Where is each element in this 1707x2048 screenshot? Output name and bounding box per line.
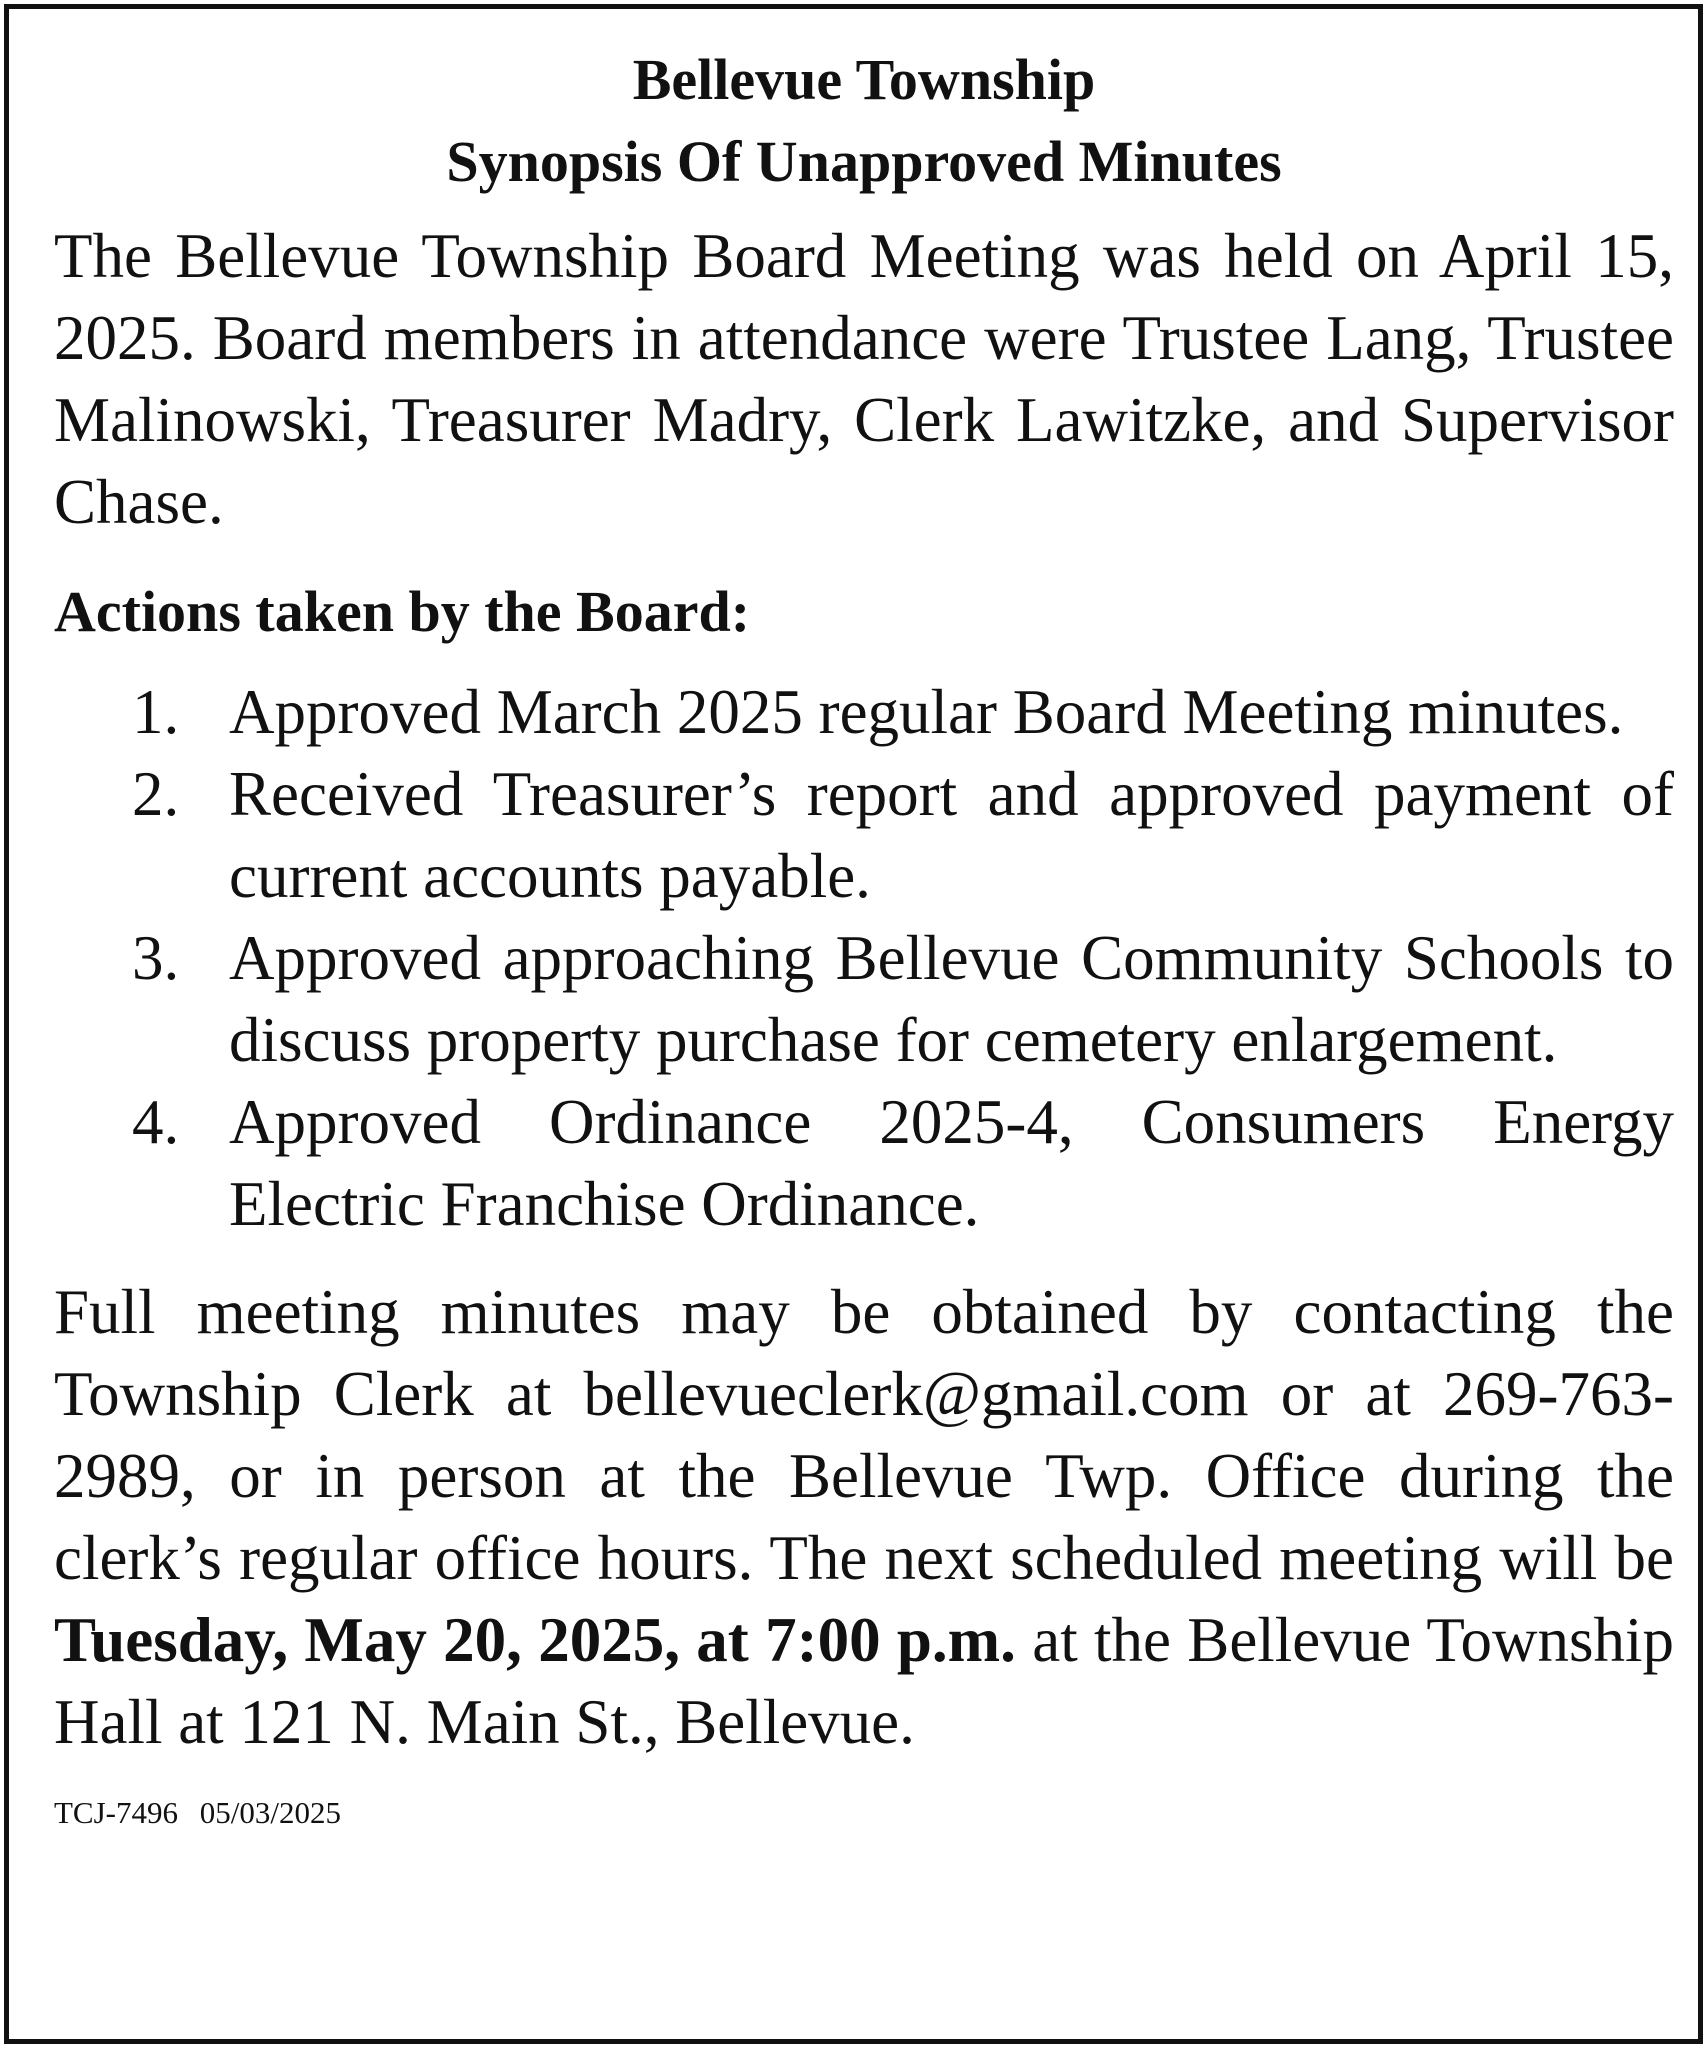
closing-paragraph — [54, 1271, 1674, 1763]
action-text: Approved approaching Bellevue Community Schools to discuss property purchase for cemetery enlargement. — [229, 923, 1674, 1075]
action-text: Received Treasurer’s report and approved payment of current accounts payable. — [229, 759, 1674, 911]
title-synopsis: Synopsis Of Unapproved Minutes — [446, 129, 1282, 194]
action-item — [54, 671, 1674, 753]
notice-body — [54, 39, 1674, 1833]
action-number: 4. — [132, 1087, 180, 1157]
notice-footer — [54, 1793, 1674, 1833]
action-text: Approved March 2025 regular Board Meeting minutes. — [229, 677, 1624, 747]
reference-code: TCJ-7496 — [54, 1795, 178, 1830]
action-text: Approved Ordinance 2025-4, Consumers Energy Electric Franchise Ordinance. — [229, 1087, 1674, 1239]
publication-date: 05/03/2025 — [199, 1795, 341, 1830]
next-meeting-datetime: Tuesday, May 20, 2025, at 7:00 p.m. — [54, 1605, 1016, 1675]
actions-list — [54, 671, 1674, 1245]
notice-border — [4, 4, 1703, 2044]
action-number: 2. — [132, 759, 180, 829]
action-item — [54, 753, 1674, 917]
action-item — [54, 917, 1674, 1081]
notice-title — [54, 39, 1674, 203]
closing-text-after: at the Bellevue Township Hall at 121 N. Main St., Bellevue. — [54, 1605, 1674, 1757]
actions-heading: Actions taken by the Board: — [54, 579, 751, 644]
closing-text-before: Full meeting minutes may be obtained by contacting the Township Clerk at bellevueclerk@gmail.com or at 269-763-2989, or in person at the Bellevue Twp. Office during the clerk’s regular office hours. The next scheduled meeting will be — [54, 1277, 1674, 1593]
action-number: 3. — [132, 923, 180, 993]
intro-paragraph: The Bellevue Township Board Meeting was held on April 15, 2025. Board members in attendance were Trustee Lang, Trustee Malinowski, Treasurer Madry, Clerk Lawitzke, and Supervisor Chase. — [54, 221, 1674, 537]
title-township: Bellevue Township — [632, 47, 1096, 112]
action-item — [54, 1081, 1674, 1245]
action-number: 1. — [132, 677, 180, 747]
